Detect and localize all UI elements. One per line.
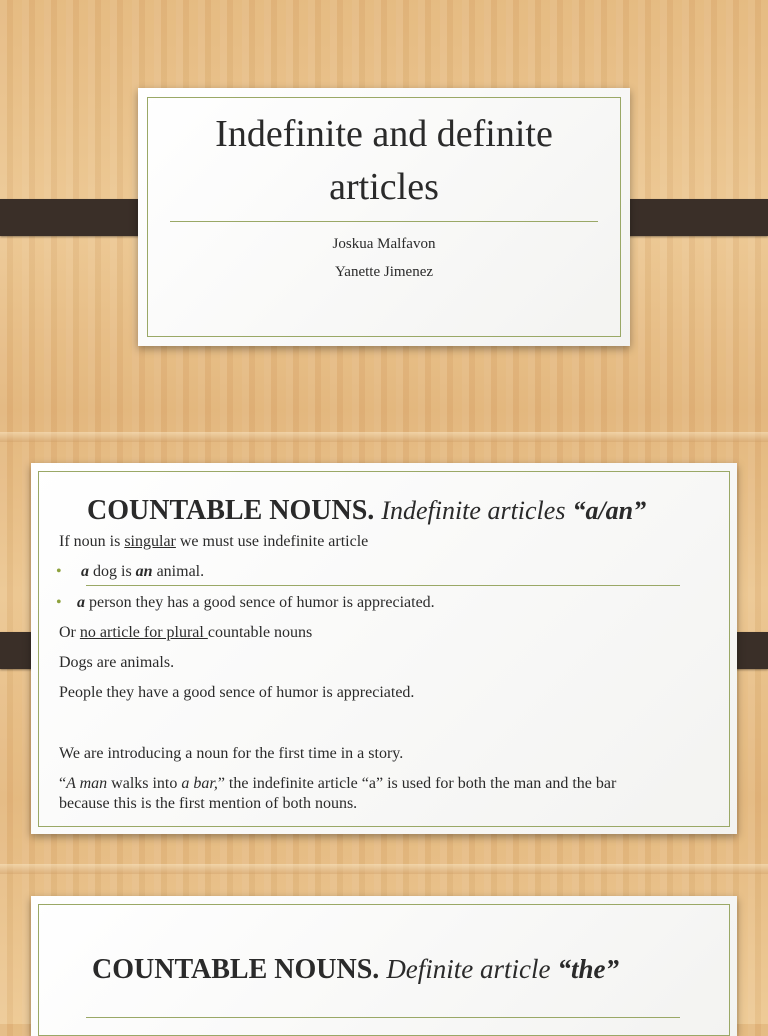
wood-seam xyxy=(0,432,768,442)
bullet-icon: • xyxy=(56,594,62,611)
slide2-bullet-2 xyxy=(56,593,435,613)
text: walks into xyxy=(107,775,182,792)
slide3-heading-bold: COUNTABLE NOUNS. xyxy=(92,954,380,985)
slide2-line-dogs: Dogs are animals. xyxy=(59,654,175,671)
text: animal. xyxy=(152,563,205,580)
text: If noun is xyxy=(59,533,125,550)
text-underlined: no article for plural xyxy=(79,624,208,641)
text-emphasis: a xyxy=(81,563,89,580)
text-emphasis: an xyxy=(135,563,153,580)
slide2-heading-bold: COUNTABLE NOUNS. xyxy=(87,495,375,526)
slide2-line-introducing: We are introducing a noun for the first time in a story. xyxy=(59,745,404,762)
text: we must use indefinite article xyxy=(175,533,369,550)
slide2-divider xyxy=(86,585,680,586)
slide2-heading-term: “a/an” xyxy=(572,496,647,525)
text: person they has a good sence of humor is appreciated. xyxy=(85,594,435,611)
slide2-heading xyxy=(87,493,646,529)
slide1-band-right xyxy=(612,199,768,236)
text-underlined: singular xyxy=(124,533,176,550)
slide1-author-2: Yanette Jimenez xyxy=(334,264,434,280)
bullet-icon: • xyxy=(56,563,62,580)
slide1-title-line1: Indefinite and definite xyxy=(215,113,553,155)
slide1-band-left xyxy=(0,199,156,236)
slide2-line-because: because this is the first mention of both nouns. xyxy=(59,795,358,812)
slide1-card xyxy=(138,88,630,346)
slide2-line-singular xyxy=(59,532,368,552)
slide1-divider xyxy=(170,221,598,222)
slide2-line-plural xyxy=(59,623,312,643)
slide3-heading-italic: Definite article xyxy=(386,954,551,984)
text: dog is xyxy=(89,563,136,580)
wood-seam xyxy=(0,864,768,874)
slide2-bullet-1 xyxy=(56,562,205,582)
slide2-heading-italic: Indefinite articles xyxy=(381,496,566,525)
text-italic: A man xyxy=(66,775,108,792)
slide1-title-line2: articles xyxy=(329,166,439,208)
slide3-heading xyxy=(92,950,619,989)
slide3-divider xyxy=(86,1017,680,1018)
text: ” the indefinite article “a” is used for both the man and the bar xyxy=(217,775,617,792)
slide2-line-people: People they have a good sence of humor is appreciated. xyxy=(59,684,415,701)
text-italic: a bar, xyxy=(181,775,218,792)
text: Or xyxy=(59,624,80,641)
slide2-line-example xyxy=(59,774,616,794)
text: “ xyxy=(59,775,67,792)
text: countable nouns xyxy=(207,624,313,641)
slide1-author-1: Joskua Malfavon xyxy=(332,236,436,252)
text-emphasis: a xyxy=(77,594,85,611)
slide3-heading-term: “the” xyxy=(557,954,620,984)
